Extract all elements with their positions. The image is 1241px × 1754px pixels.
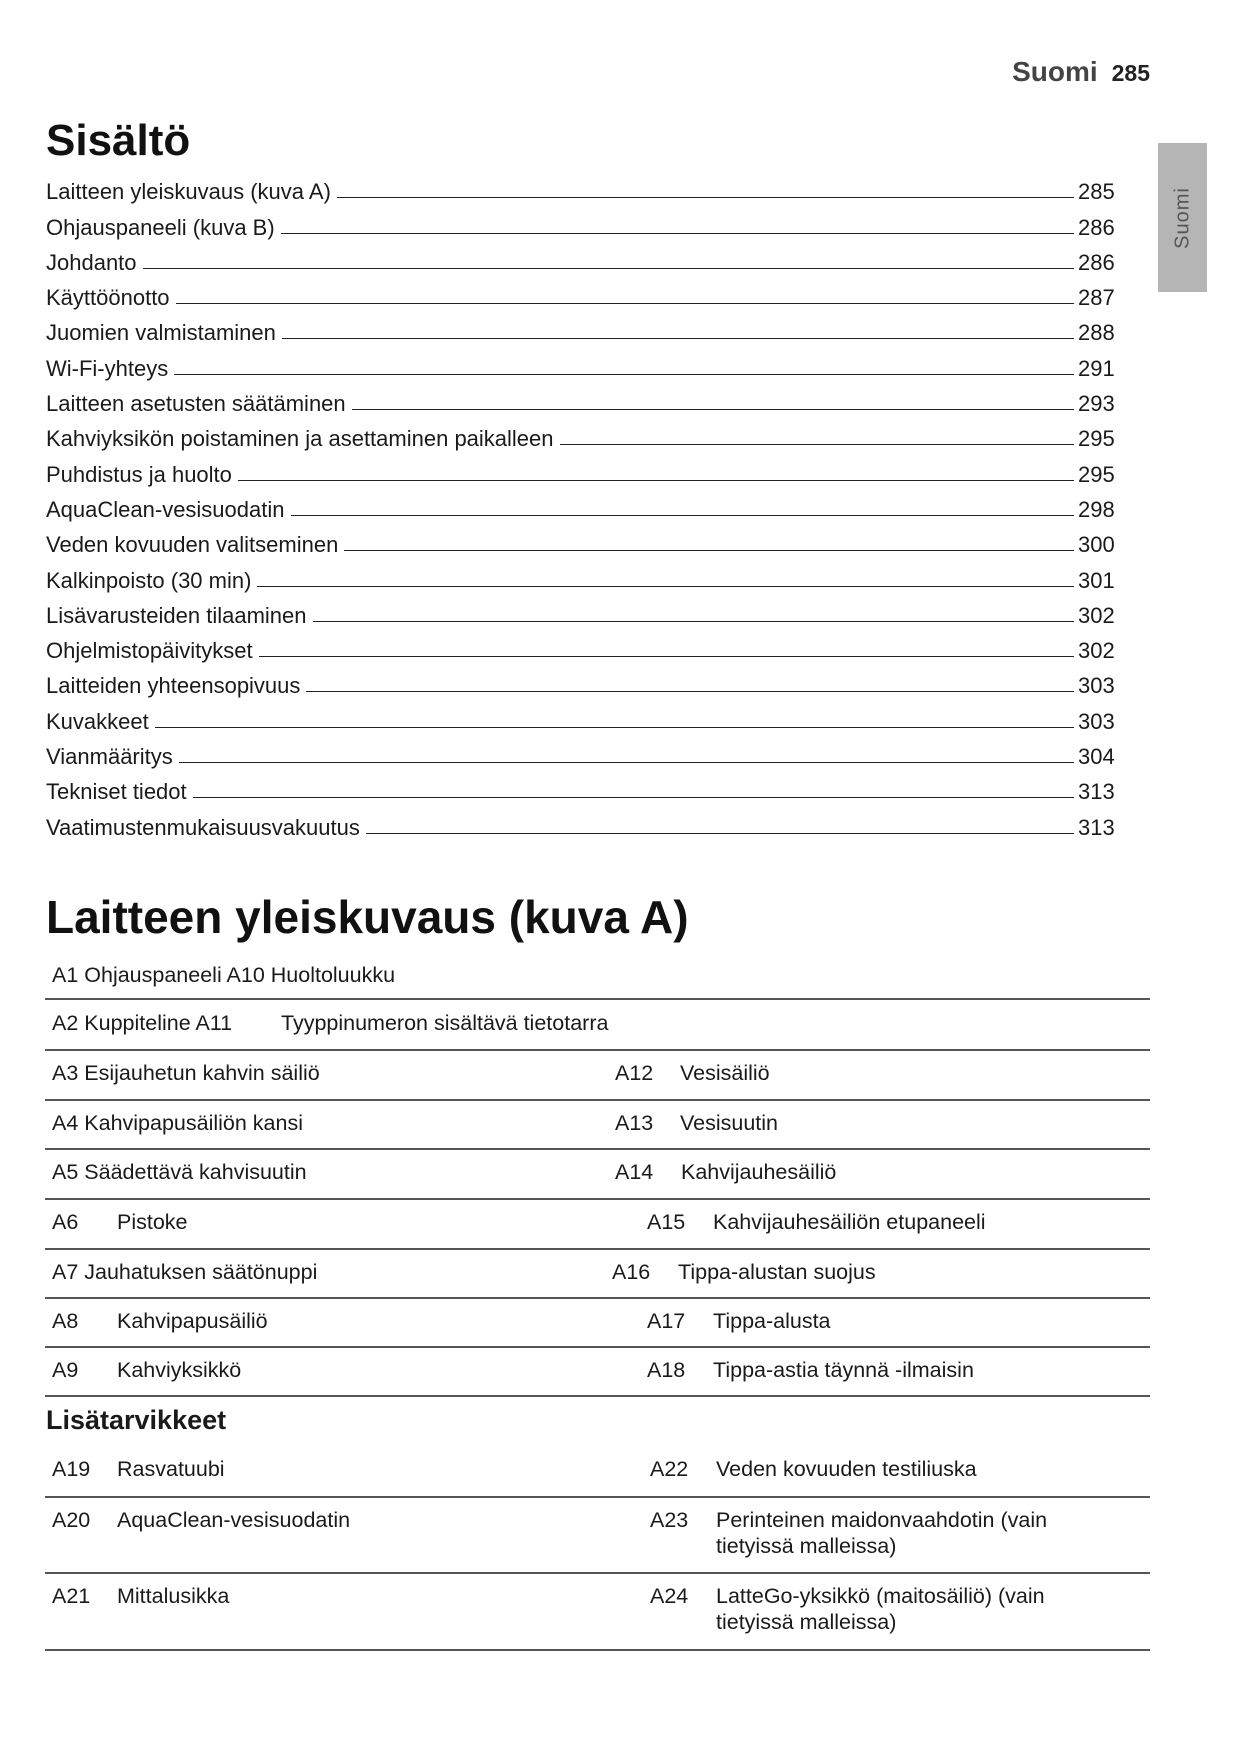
toc-entry-page: 304 xyxy=(1078,744,1115,770)
item-label: AquaClean-vesisuodatin xyxy=(117,1508,351,1532)
item-label: Vesisuutin xyxy=(680,1111,779,1135)
toc-entry[interactable] xyxy=(46,241,1126,276)
toc-entry-page: 302 xyxy=(1078,638,1115,664)
toc-entry-page: 300 xyxy=(1078,532,1115,558)
toc-entry-label: Kahviyksikön poistaminen ja asettaminen paikalleen xyxy=(46,426,554,452)
toc-entry-page: 285 xyxy=(1078,179,1115,205)
table-row xyxy=(45,1497,1150,1574)
item-label: tietyissä malleissa) xyxy=(716,1610,897,1634)
toc-leader-line xyxy=(257,586,1074,587)
table-row xyxy=(45,1347,1150,1397)
toc-leader-line xyxy=(281,233,1074,234)
toc-entry-label: Laitteiden yhteensopivuus xyxy=(46,673,301,699)
item-code: A13 xyxy=(615,1111,654,1135)
item-label: Veden kovuuden testiliuska xyxy=(716,1457,977,1481)
toc-leader-line xyxy=(179,762,1074,763)
item-label: Kahvijauhesäiliön etupaneeli xyxy=(713,1210,986,1234)
toc-entry[interactable] xyxy=(46,805,1126,840)
table-row xyxy=(45,1000,1150,1051)
toc-leader-line xyxy=(313,621,1075,622)
toc-entry-page: 313 xyxy=(1078,779,1115,805)
toc-entry[interactable] xyxy=(46,523,1126,558)
table-row xyxy=(45,1199,1150,1250)
toc-leader-line xyxy=(366,833,1074,834)
item-text: A1 Ohjauspaneeli A10 Huoltoluukku xyxy=(52,963,396,987)
table-row xyxy=(45,1050,1150,1101)
item-label: Perinteinen maidonvaahdotin (vain xyxy=(716,1508,1048,1532)
item-label: Mittalusikka xyxy=(117,1584,230,1608)
toc-entry[interactable] xyxy=(46,382,1126,417)
toc-entry-page: 303 xyxy=(1078,673,1115,699)
toc-leader-line xyxy=(259,656,1074,657)
item-code: A24 xyxy=(650,1584,689,1608)
item-label: Vesisäiliö xyxy=(680,1061,770,1085)
toc-leader-line xyxy=(560,444,1074,445)
toc-title: Sisältö xyxy=(46,116,191,165)
page-header xyxy=(1012,56,1150,88)
toc-entry-label: Laitteen yleiskuvaus (kuva A) xyxy=(46,179,331,205)
side-tab-label: Suomi xyxy=(1171,186,1193,249)
toc-leader-line xyxy=(291,515,1075,516)
toc-entry-label: Laitteen asetusten säätäminen xyxy=(46,391,346,417)
item-label: Kahvipapusäiliö xyxy=(117,1309,268,1333)
toc-entry[interactable] xyxy=(46,170,1126,205)
toc-entry-label: Ohjelmistopäivitykset xyxy=(46,638,253,664)
table-row xyxy=(45,952,1150,1000)
toc-entry[interactable] xyxy=(46,664,1126,699)
toc-entry[interactable] xyxy=(46,488,1126,523)
toc-entry-page: 286 xyxy=(1078,249,1115,275)
item-label: Kahvijauhesäiliö xyxy=(681,1160,837,1184)
item-code: A9 xyxy=(52,1358,79,1382)
toc-entry-label: Veden kovuuden valitseminen xyxy=(46,532,339,558)
item-code: A20 xyxy=(52,1508,91,1532)
toc-entry-label: Juomien valmistaminen xyxy=(46,320,276,346)
toc-entry[interactable] xyxy=(46,205,1126,240)
table-row xyxy=(45,1149,1150,1200)
toc-entry[interactable] xyxy=(46,417,1126,452)
toc-entry-label: Johdanto xyxy=(46,249,137,275)
toc-entry-page: 291 xyxy=(1078,355,1115,381)
toc-entry-label: Vianmääritys xyxy=(46,744,173,770)
table-row xyxy=(45,1298,1150,1348)
language-side-tab xyxy=(1158,143,1207,292)
toc-leader-line xyxy=(174,374,1074,375)
toc-entry[interactable] xyxy=(46,558,1126,593)
toc-entry[interactable] xyxy=(46,699,1126,734)
toc-entry-label: Kuvakkeet xyxy=(46,708,149,734)
header-language: Suomi xyxy=(1012,56,1098,87)
item-label: tietyissä malleissa) xyxy=(716,1534,897,1558)
toc-entry-label: Käyttöönotto xyxy=(46,285,170,311)
item-label: Tippa-astia täynnä -ilmaisin xyxy=(713,1358,974,1382)
item-label: Pistoke xyxy=(117,1210,188,1234)
header-page-number: 285 xyxy=(1111,60,1150,86)
toc-leader-line xyxy=(155,727,1074,728)
table-of-contents xyxy=(46,170,1126,841)
toc-entry-page: 301 xyxy=(1078,567,1115,593)
toc-leader-line xyxy=(238,480,1074,481)
toc-entry[interactable] xyxy=(46,594,1126,629)
item-code: A16 xyxy=(612,1260,651,1284)
toc-entry-page: 295 xyxy=(1078,461,1115,487)
toc-entry-page: 295 xyxy=(1078,426,1115,452)
toc-entry-label: Tekniset tiedot xyxy=(46,779,187,805)
toc-entry-label: Lisävarusteiden tilaaminen xyxy=(46,602,307,628)
toc-entry[interactable] xyxy=(46,735,1126,770)
toc-entry-label: Kalkinpoisto (30 min) xyxy=(46,567,252,593)
table-row xyxy=(45,1249,1150,1299)
toc-entry-label: AquaClean-vesisuodatin xyxy=(46,496,285,522)
accessories-title: Lisätarvikkeet xyxy=(46,1405,227,1435)
toc-entry-label: Ohjauspaneeli (kuva B) xyxy=(46,214,275,240)
item-code: A8 xyxy=(52,1309,79,1333)
toc-entry-page: 302 xyxy=(1078,602,1115,628)
table-row xyxy=(45,1446,1150,1498)
item-label: Kahviyksikkö xyxy=(117,1358,242,1382)
toc-entry-page: 286 xyxy=(1078,214,1115,240)
item-label: Rasvatuubi xyxy=(117,1457,225,1481)
item-text: A5 Säädettävä kahvisuutin xyxy=(52,1160,307,1184)
item-code: A15 xyxy=(647,1210,686,1234)
toc-entry[interactable] xyxy=(46,452,1126,487)
toc-leader-line xyxy=(337,197,1074,198)
toc-entry-page: 287 xyxy=(1078,285,1115,311)
toc-entry-label: Vaatimustenmukaisuusvakuutus xyxy=(46,814,360,840)
item-code: A23 xyxy=(650,1508,689,1532)
item-code: A17 xyxy=(647,1309,686,1333)
item-code: A12 xyxy=(615,1061,654,1085)
toc-entry[interactable] xyxy=(46,346,1126,381)
item-code: A21 xyxy=(52,1584,91,1608)
toc-leader-line xyxy=(352,409,1074,410)
item-text: A4 Kahvipapusäiliön kansi xyxy=(52,1111,303,1135)
toc-entry-label: Puhdistus ja huolto xyxy=(46,461,232,487)
toc-leader-line xyxy=(306,691,1074,692)
toc-entry-page: 313 xyxy=(1078,814,1115,840)
item-text: A7 Jauhatuksen säätönuppi xyxy=(52,1260,318,1284)
toc-leader-line xyxy=(282,338,1074,339)
toc-leader-line xyxy=(193,797,1074,798)
toc-leader-line xyxy=(176,303,1074,304)
toc-entry-page: 303 xyxy=(1078,708,1115,734)
item-text: A2 Kuppiteline A11 xyxy=(52,1011,233,1035)
table-row xyxy=(45,1573,1150,1651)
item-code: A14 xyxy=(615,1160,654,1184)
toc-entry[interactable] xyxy=(46,276,1126,311)
item-label: Tippa-alustan suojus xyxy=(678,1260,876,1284)
table-row xyxy=(45,1100,1150,1150)
toc-entry[interactable] xyxy=(46,311,1126,346)
toc-leader-line xyxy=(143,268,1074,269)
toc-leader-line xyxy=(344,550,1074,551)
item-label: LatteGo-yksikkö (maitosäiliö) (vain xyxy=(716,1584,1045,1608)
toc-entry[interactable] xyxy=(46,770,1126,805)
item-code: A6 xyxy=(52,1210,79,1234)
toc-entry[interactable] xyxy=(46,629,1126,664)
item-code: A22 xyxy=(650,1457,689,1481)
toc-entry-label: Wi-Fi-yhteys xyxy=(46,355,169,381)
item-code: A19 xyxy=(52,1457,91,1481)
item-label: Tippa-alusta xyxy=(713,1309,831,1333)
item-code: A18 xyxy=(647,1358,686,1382)
section-title: Laitteen yleiskuvaus (kuva A) xyxy=(46,891,689,943)
toc-entry-page: 298 xyxy=(1078,496,1115,522)
toc-entry-page: 293 xyxy=(1078,391,1115,417)
item-text: A3 Esijauhetun kahvin säiliö xyxy=(52,1061,320,1085)
toc-entry-page: 288 xyxy=(1078,320,1115,346)
item-label: Tyyppinumeron sisältävä tietotarra xyxy=(281,1011,609,1035)
